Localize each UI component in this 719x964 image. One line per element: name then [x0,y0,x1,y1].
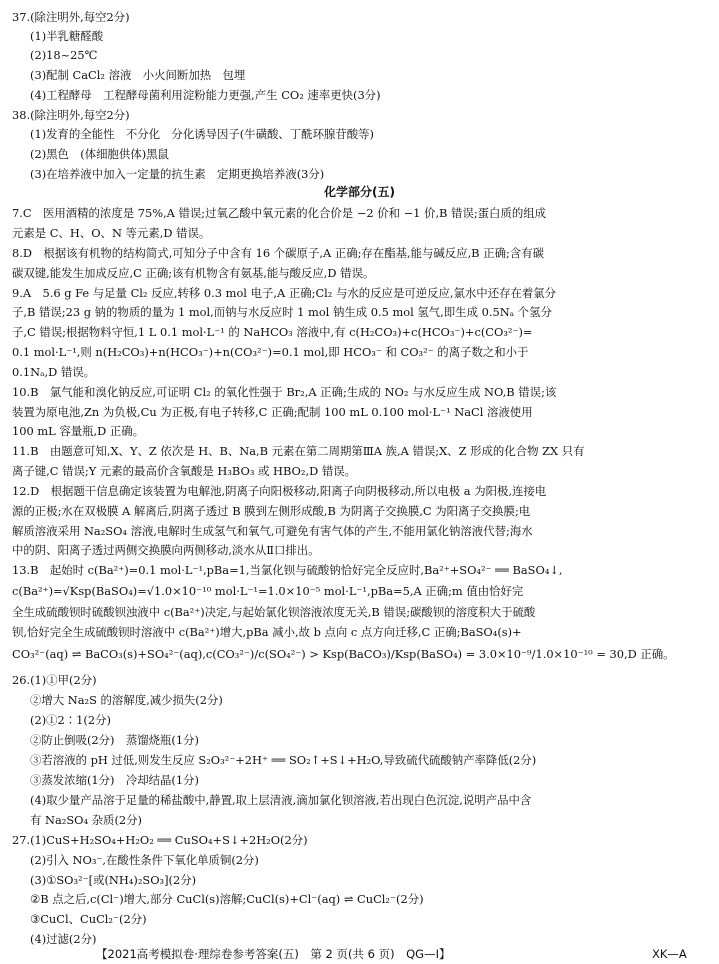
answer-line-q37: (1)半乳糖醛酸 [30,29,104,43]
answer-line-q38: (3)在培养液中加入一定量的抗生素 定期更换培养液(3分) [30,167,325,181]
answer-line-q12: 中的阴、阳离子透过两侧交换膜向两侧移动,淡水从Ⅱ口排出。 [12,543,320,557]
answer-line-q8: 碳双键,能发生加成反应,C 正确;该有机物含有氨基,能与酸反应,D 错误。 [12,266,375,280]
answer-line-q9: 0.1 mol·L⁻¹,则 n(H₂CO₃)+n(HCO₃⁻)+n(CO₃²⁻)=0.1 mol,即 HCO₃⁻ 和 CO₃²⁻ 的离子数之和小于 [12,345,529,359]
answer-line-q9: 子,B 错误;23 g 钠的物质的量为 1 mol,而钠与水反应时 1 mol 钠生成 0.5 mol 氢气,即生成 0.5Nₐ 个氢分 [12,305,552,319]
answer-line-q7: 元素是 C、H、O、N 等元素,D 错误。 [12,226,211,240]
answer-line-q38: (1)发育的全能性 不分化 分化诱导因子(牛磺酸、丁酰环腺苷酸等) [30,127,374,141]
answer-line-q11: 离子键,C 错误;Y 元素的最高价含氧酸是 H₃BO₃ 或 HBO₂,D 错误。 [12,464,357,478]
answer-line-q27: ③CuCl、CuCl₂⁻(2分) [30,912,147,926]
answer-line-q26: (4)取少量产品溶于足量的稀盐酸中,静置,取上层清液,滴加氯化钡溶液,若出现白色沉淀,说明产品中含 [30,793,532,807]
section-title: 化学部分(五) [324,185,395,199]
footer-code: XK—A [652,947,687,961]
answer-line-q37: 37.(除注明外,每空2分) [12,10,130,24]
answer-line-q27: (4)过滤(2分) [30,932,97,946]
answer-line-q13: 钡,恰好完全生成硫酸钡时溶液中 c(Ba²⁺)增大,pBa 减小,故 b 点向 c 点方向迁移,C 正确;BaSO₄(s)+ [12,625,522,639]
answer-line-q38: 38.(除注明外,每空2分) [12,108,130,122]
answer-line-q27: 27.(1)CuS+H₂SO₄+H₂O₂ ══ CuSO₄+S↓+2H₂O(2分) [12,833,308,847]
answer-line-q9: 子,C 错误;根据物料守恒,1 L 0.1 mol·L⁻¹ 的 NaHCO₃ 溶液中,有 c(H₂CO₃)+c(HCO₃⁻)+c(CO₃²⁻)= [12,325,533,339]
answer-line-q26: ②防止倒吸(2分) 蒸馏烧瓶(1分) [30,733,199,747]
answer-line-q13: c(Ba²⁺)=√Ksp(BaSO₄)=√1.0×10⁻¹⁰ mol·L⁻¹=1.0×10⁻⁵ mol·L⁻¹,pBa=5,A 正确;m 值由恰好完 [12,584,524,598]
answer-line-q27: (2)引入 NO₃⁻,在酸性条件下氧化单质铜(2分) [30,853,259,867]
answer-line-q26: ③若溶液的 pH 过低,则发生反应 S₂O₃²⁻+2H⁺ ══ SO₂↑+S↓+H₂O,导致硫代硫酸钠产率降低(2分) [30,753,537,767]
answer-line-q27: ②B 点之后,c(Cl⁻)增大,部分 CuCl(s)溶解;CuCl(s)+Cl⁻(aq) ⇌ CuCl₂⁻(2分) [30,892,424,906]
answer-line-q37: (2)18~25℃ [30,48,98,62]
answer-line-q12: 源的正极;水在双极膜 A 解离后,阴离子透过 B 膜到左侧形成酸,B 为阴离子交换膜,C 为阳离子交换膜;电 [12,504,531,518]
answer-line-q37: (3)配制 CaCl₂ 溶液 小火间断加热 包埋 [30,68,246,82]
answer-line-q38: (2)黑色 (体细胞供体)黑鼠 [30,147,169,161]
answer-line-q27: (3)①SO₃²⁻[或(NH₄)₂SO₃](2分) [30,873,197,887]
answer-line-q7: 7.C 医用酒精的浓度是 75%,A 错误;过氧乙酸中氧元素的化合价是 −2 价和 −1 价,B 错误;蛋白质的组成 [12,206,547,220]
answer-line-q10: 100 mL 容量瓶,D 正确。 [12,424,145,438]
answer-line-q26: ②增大 Na₂S 的溶解度,减少损失(2分) [30,693,223,707]
answer-line-q26: ③蒸发浓缩(1分) 冷却结晶(1分) [30,773,199,787]
answer-line-q9: 9.A 5.6 g Fe 与足量 Cl₂ 反应,转移 0.3 mol 电子,A 正确;Cl₂ 与水的反应是可逆反应,氯水中还存在着氯分 [12,286,557,300]
answer-line-q9: 0.1Nₐ,D 错误。 [12,365,96,379]
answer-line-q8: 8.D 根据该有机物的结构简式,可知分子中含有 16 个碳原子,A 正确;存在酯基,能与碱反应,B 正确;含有碳 [12,246,544,260]
answer-line-q37: (4)工程酵母 工程酵母菌利用淀粉能力更强,产生 CO₂ 速率更快(3分) [30,88,381,102]
answer-line-q26: 26.(1)①甲(2分) [12,673,97,687]
footer-source: 【2021高考模拟卷·理综卷参考答案(五) 第 2 页(共 6 页) QG—Ⅰ】 [96,947,451,961]
answer-line-q12: 解质溶液采用 Na₂SO₄ 溶液,电解时生成氢气和氧气,可避免有害气体的产生,不能用氯化钠溶液代替;海水 [12,524,533,538]
answer-line-q12: 12.D 根据题干信息确定该装置为电解池,阴离子向阳极移动,阳离子向阴极移动,所以电极 a 为阳极,连接电 [12,484,547,498]
answer-line-q13: 全生成硫酸钡时硫酸钡浊液中 c(Ba²⁺)决定,与起始氯化钡溶液浓度无关,B 错误;碳酸钡的溶度积大于硫酸 [12,605,536,619]
answer-line-q10: 装置为原电池,Zn 为负极,Cu 为正极,有电子转移,C 正确;配制 100 mL 0.100 mol·L⁻¹ NaCl 溶液使用 [12,405,533,419]
answer-line-q10: 10.B 氯气能和溴化钠反应,可证明 Cl₂ 的氧化性强于 Br₂,A 正确;生成的 NO₂ 与水反应生成 NO,B 错误;该 [12,385,557,399]
answer-line-q26: (2)①2∶1(2分) [30,713,111,727]
answer-line-q13: CO₃²⁻(aq) ⇌ BaCO₃(s)+SO₄²⁻(aq),c(CO₃²⁻)/c(SO₄²⁻) > Ksp(BaCO₃)/Ksp(BaSO₄) = 3.0×10⁻⁹/1.0×10⁻¹⁰ = 30,D 正确。 [12,647,675,661]
answer-line-q11: 11.B 由题意可知,X、Y、Z 依次是 H、B、Na,B 元素在第二周期第ⅢA 族,A 错误;X、Z 形成的化合物 ZX 只有 [12,444,585,458]
answer-line-q26: 有 Na₂SO₄ 杂质(2分) [30,813,142,827]
answer-line-q13: 13.B 起始时 c(Ba²⁺)=0.1 mol·L⁻¹,pBa=1,当氯化钡与硫酸钠恰好完全反应时,Ba²⁺+SO₄²⁻ ══ BaSO₄↓, [12,563,563,577]
